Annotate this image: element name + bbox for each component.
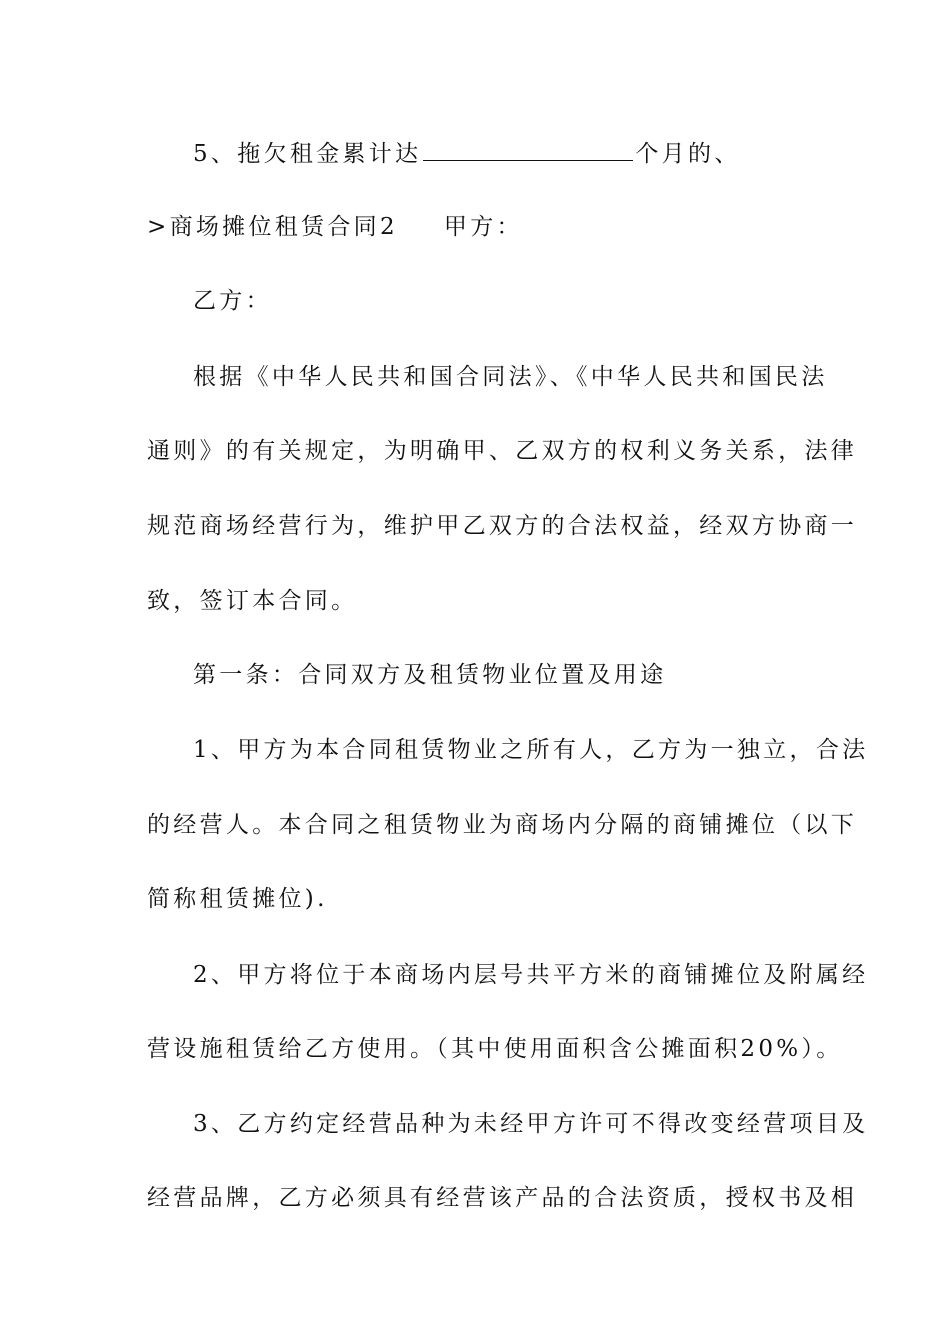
line-text: 规范商场经营行为，维护甲乙双方的合法权益，经双方协商一 — [147, 513, 858, 539]
heading-text: 第一条：合同双方及租赁物业位置及用途 — [193, 662, 667, 688]
line-text: 5、拖欠租金累计达 — [193, 141, 422, 167]
fill-in-blank — [423, 138, 633, 161]
line-text: 的经营人。本合同之租赁物业为商场内分隔的商铺摊位（以下 — [147, 812, 858, 838]
line-text: 简称租赁摊位). — [147, 886, 328, 912]
contract-title-line — [147, 212, 807, 242]
party-b-label: 乙方： — [193, 288, 272, 314]
line-text: 1、甲方为本合同租赁物业之所有人，乙方为一独立，合法 — [193, 737, 869, 763]
line-text: 根据《中华人民共和国合同法》、《中华人民共和国民法 — [193, 364, 828, 390]
paragraph-line — [193, 362, 853, 392]
paragraph-line — [147, 1183, 858, 1213]
line-text: 个月的、 — [635, 141, 741, 167]
paragraph-line — [193, 960, 869, 990]
party-b-line — [193, 286, 853, 316]
line-text: 经营品牌，乙方必须具有经营该产品的合法资质，授权书及相 — [147, 1185, 858, 1211]
line-text: 营设施租赁给乙方使用。（其中使用面积含公摊面积20%）。 — [147, 1036, 843, 1062]
line-text: 致，签订本合同。 — [147, 588, 358, 614]
line-text: 通则》的有关规定，为明确甲、乙双方的权利义务关系，法律 — [147, 438, 858, 464]
line-text: 2、甲方将位于本商场内层号共平方米的商铺摊位及附属经 — [193, 962, 869, 988]
paragraph-line — [147, 810, 858, 840]
line-text: 3、乙方约定经营品种为未经甲方许可不得改变经营项目及 — [193, 1111, 869, 1137]
paragraph-line — [193, 735, 869, 765]
party-a-label: 甲方： — [443, 214, 523, 240]
paragraph-line — [193, 138, 853, 169]
article-heading — [193, 660, 853, 690]
paragraph-line — [193, 1109, 869, 1139]
paragraph-line — [147, 884, 807, 914]
paragraph-line — [147, 436, 858, 466]
paragraph-line — [147, 586, 807, 616]
paragraph-line — [147, 1034, 843, 1064]
contract-title: >商场摊位租赁合同2 — [147, 214, 398, 240]
paragraph-line — [147, 511, 858, 541]
